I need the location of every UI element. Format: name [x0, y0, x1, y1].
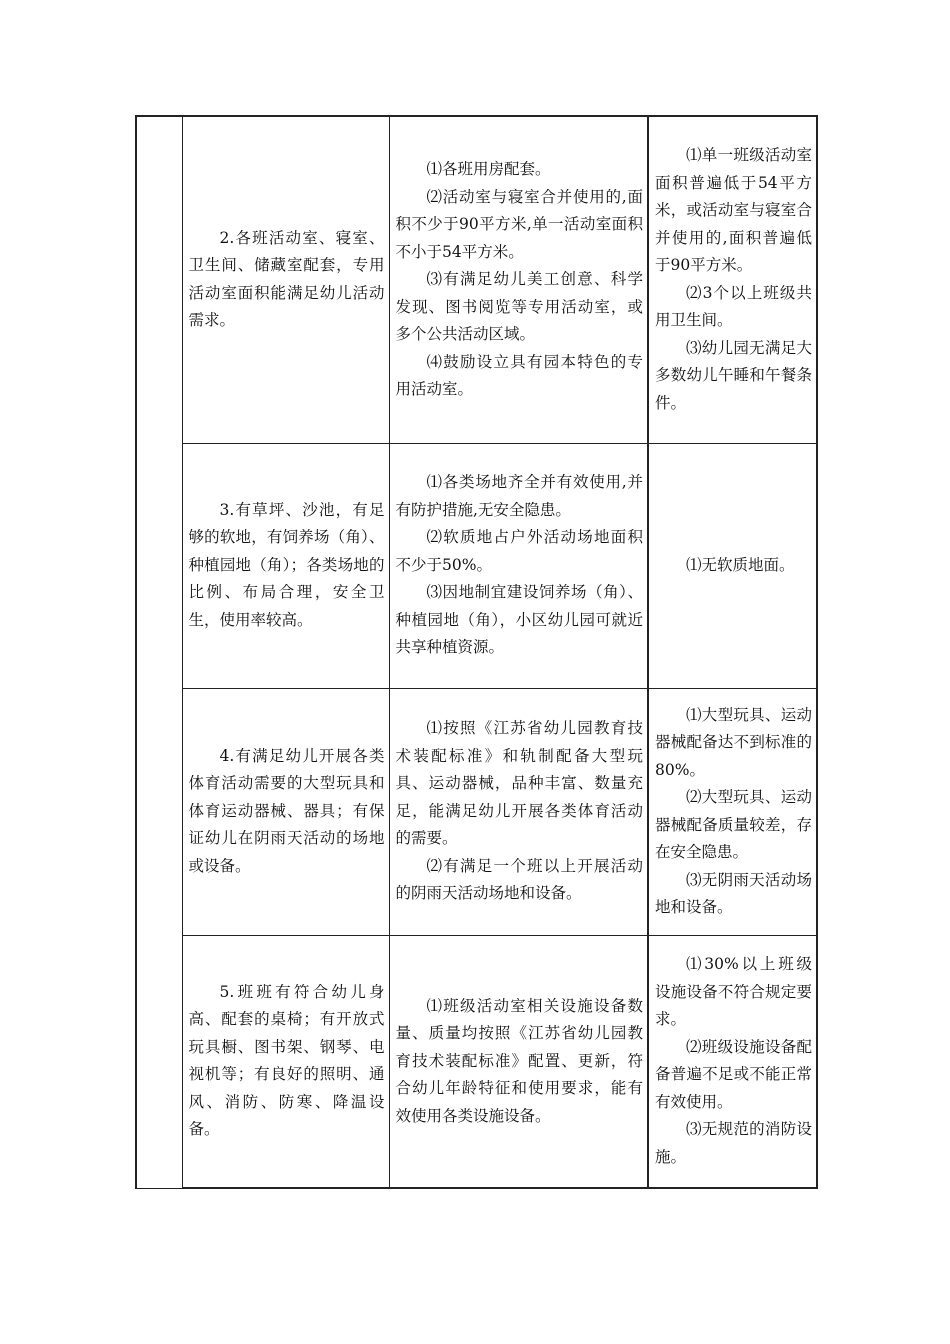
requirements-cell	[389, 935, 648, 1188]
deduction-item: ⑵大型玩具、运动器械配备质量较差，存在安全隐患。	[655, 788, 812, 861]
criterion-text: 4.有满足幼儿开展各类体育活动需要的大型玩具和体育运动器械、器具；有保证幼儿在阴雨天活动的场地或设备。	[188, 746, 385, 875]
deductions-cell	[648, 935, 817, 1188]
criterion-cell	[182, 935, 389, 1188]
criterion-cell	[182, 116, 389, 443]
deductions-cell	[648, 443, 817, 688]
table-row	[136, 443, 817, 688]
deduction-item: ⑴无软质地面。	[686, 555, 795, 574]
deduction-item: ⑶幼儿园无满足大多数幼儿午睡和午餐条件。	[655, 338, 812, 412]
requirements-cell	[389, 688, 648, 935]
criterion-text: 5.班班有符合幼儿身高、配套的桌椅；有开放式玩具橱、图书架、钢琴、电视机等；有良好的照明、通风、消防、防寒、降温设备。	[188, 982, 385, 1139]
deduction-item: ⑵班级设施设备配备普遍不足或不能正常有效使用。	[655, 1037, 812, 1111]
deductions-cell	[648, 688, 817, 935]
criterion-cell	[182, 688, 389, 935]
table-row	[136, 935, 817, 1188]
requirement-item: ⑴班级活动室相关设施设备数量、质量均按照《江苏省幼儿园教育技术装配标准》配置、更新，符合幼儿年龄特征和使用要求，能有效使用各类设施设备。	[395, 996, 643, 1125]
table-row	[136, 688, 817, 935]
requirement-item: ⑵活动室与寝室合并使用的,面积不少于90平方米,单一活动室面积不小于54平方米。	[395, 187, 643, 261]
requirement-item: ⑶因地制宜建设饲养场（角）、种植园地（角），小区幼儿园可就近共享种植资源。	[395, 583, 643, 657]
requirement-item: ⑶有满足幼儿美工创意、科学发现、图书阅览等专用活动室，或多个公共活动区域。	[395, 270, 643, 343]
criterion-text: 2.各班活动室、寝室、卫生间、储藏室配套，专用活动室面积能满足幼儿活动需求。	[188, 228, 385, 330]
requirement-item: ⑴按照《江苏省幼儿园教育技术装配标准》和轨制配备大型玩具、运动器械，品种丰富、数量充足，能满足幼儿开展各类体育活动的需要。	[395, 719, 643, 848]
criterion-cell	[182, 443, 389, 688]
criterion-text: 3.有草坪、沙池，有足够的软地，有饲养场（角）、种植园地（角）；各类场地的比例、布局合理，安全卫生，使用率较高。	[188, 500, 385, 629]
deductions-cell	[648, 116, 817, 443]
requirement-item: ⑴各类场地齐全并有效使用,并有防护措施,无安全隐患。	[395, 473, 643, 519]
deduction-item: ⑶无阴雨天活动场地和设备。	[655, 870, 812, 916]
standards-table	[135, 115, 818, 1189]
requirement-item: ⑵软质地占户外活动场地面积不少于50%。	[395, 528, 643, 574]
table-row	[136, 116, 817, 443]
requirement-item: ⑷鼓励设立具有园本特色的专用活动室。	[395, 352, 643, 398]
deduction-item: ⑶无规范的消防设施。	[655, 1120, 812, 1166]
requirement-item: ⑵有满足一个班以上开展活动的阴雨天活动场地和设备。	[395, 856, 643, 903]
deduction-item: ⑴单一班级活动室面积普遍低于54平方米，或活动室与寝室合并使用的,面积普遍低于90平方米。	[655, 146, 812, 275]
requirements-cell	[389, 443, 648, 688]
requirement-item: ⑴各班用房配套。	[426, 160, 551, 178]
category-cell	[136, 116, 182, 1188]
deduction-item: ⑴大型玩具、运动器械配备达不到标准的80%。	[655, 705, 812, 779]
deduction-item: ⑵3个以上班级共用卫生间。	[655, 283, 812, 330]
deduction-item: ⑴30%以上班级设施设备不符合规定要求。	[655, 955, 812, 1029]
requirements-cell	[389, 116, 648, 443]
